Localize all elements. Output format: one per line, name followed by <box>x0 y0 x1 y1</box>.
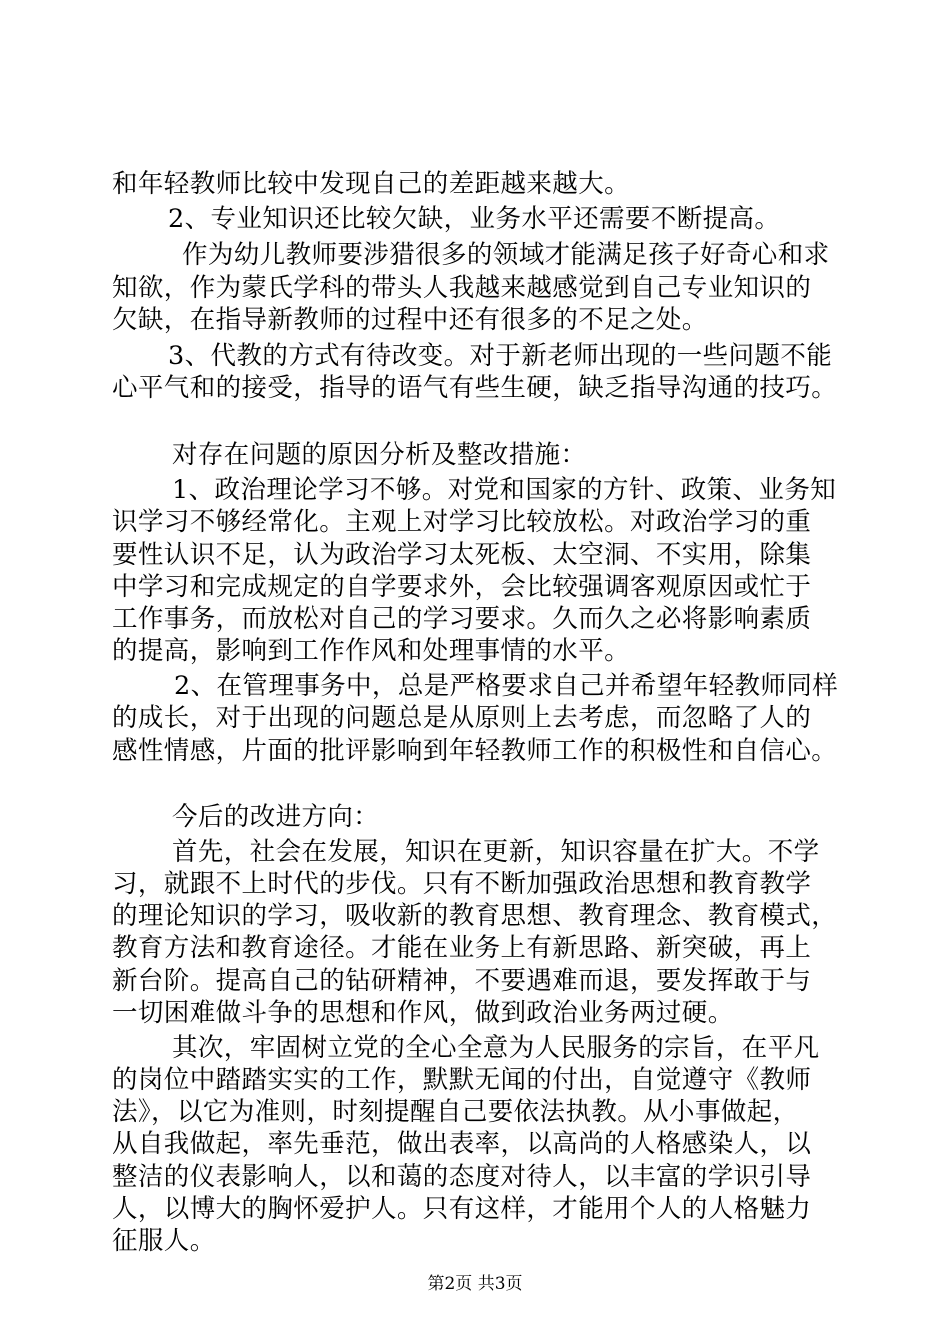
body-line-29: 整洁的仪表影响人，以和蔼的态度对待人，以丰富的学识引导 <box>112 1162 812 1192</box>
body-line-17: 感性情感，片面的批评影响到年轻教师工作的积极性和自信心。 <box>112 736 838 766</box>
body-line-7: 心平气和的接受，指导的语气有些生硬，缺乏指导沟通的技巧。 <box>112 373 838 403</box>
body-line-19: 首先，社会在发展，知识在更新，知识容量在扩大。不学 <box>172 837 820 867</box>
body-line-10: 识学习不够经常化。主观上对学习比较放松。对政治学习的重 <box>112 507 812 537</box>
body-line-12: 中学习和完成规定的自学要求外，会比较强调客观原因或忙于 <box>112 572 812 602</box>
body-line-23: 新台阶。提高自己的钻研精神，不要遇难而退，要发挥敢于与 <box>112 966 812 996</box>
page-number-footer: 第2页 共3页 <box>427 1274 523 1294</box>
body-line-14: 的提高，影响到工作作风和处理事情的水平。 <box>112 636 631 666</box>
body-line-4: 知欲，作为蒙氏学科的带头人我越来越感觉到自己专业知识的 <box>112 273 812 303</box>
body-line-25: 其次，牢固树立党的全心全意为人民服务的宗旨，在平凡 <box>172 1033 820 1063</box>
body-line-31: 征服人。 <box>112 1226 216 1256</box>
body-line-24: 一切困难做斗争的思想和作风，做到政治业务两过硬。 <box>112 998 734 1028</box>
body-line-30: 人，以博大的胸怀爱护人。只有这样，才能用个人的人格魅力 <box>112 1194 812 1224</box>
body-line-3: 作为幼儿教师要涉猎很多的领域才能满足孩子好奇心和求 <box>182 240 830 270</box>
body-line-28: 从自我做起，率先垂范，做出表率，以高尚的人格感染人，以 <box>112 1129 812 1159</box>
body-line-6: 3、代教的方式有待改变。对于新老师出现的一些问题不能 <box>168 341 833 371</box>
body-line-27: 法》，以它为准则，时刻提醒自己要依法执教。从小事做起， <box>112 1097 799 1127</box>
body-line-26: 的岗位中踏踏实实的工作，默默无闻的付出，自觉遵守《教师 <box>112 1065 812 1095</box>
body-line-11: 要性认识不足，认为政治学习太死板、太空洞、不实用，除集 <box>112 540 812 570</box>
section-heading-causes: 对存在问题的原因分析及整改措施： <box>172 440 587 470</box>
body-line-5: 欠缺，在指导新教师的过程中还有很多的不足之处。 <box>112 305 708 335</box>
body-line-15: 2、在管理事务中，总是严格要求自己并希望年轻教师同样 <box>174 671 839 701</box>
body-line-9: 1、政治理论学习不够。对党和国家的方针、政策、业务知 <box>172 475 837 505</box>
body-line-2: 2、专业知识还比较欠缺，业务水平还需要不断提高。 <box>168 204 781 234</box>
section-heading-improvements: 今后的改进方向： <box>172 802 380 832</box>
body-line-21: 的理论知识的学习，吸收新的教育思想、教育理念、教育模式， <box>112 901 838 931</box>
body-line-13: 工作事务，而放松对自己的学习要求。久而久之必将影响素质 <box>112 604 812 634</box>
body-line-1: 和年轻教师比较中发现自己的差距越来越大。 <box>112 169 631 199</box>
body-line-20: 习，就跟不上时代的步伐。只有不断加强政治思想和教育教学 <box>112 869 812 899</box>
body-line-22: 教育方法和教育途径。才能在业务上有新思路、新突破，再上 <box>112 933 812 963</box>
body-line-16: 的成长，对于出现的问题总是从原则上去考虑，而忽略了人的 <box>112 703 812 733</box>
